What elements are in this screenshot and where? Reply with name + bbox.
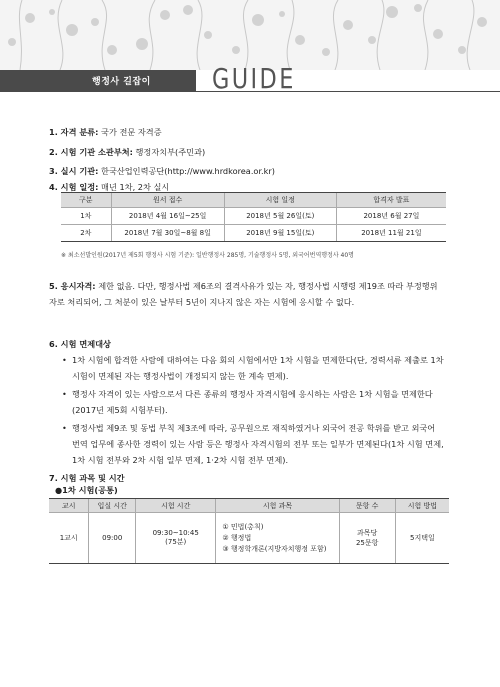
table-cell: 2018년 11월 21일: [336, 225, 446, 242]
item-label: 2. 시험 기관 소관부처:: [49, 147, 133, 157]
column-header: 교시: [49, 499, 89, 513]
column-header: 시험 과목: [216, 499, 339, 513]
section-label: 행정사 길잡이: [92, 77, 151, 87]
schedule-table: [61, 192, 446, 242]
table-cell: 1교시: [49, 513, 89, 564]
table-cell: [339, 513, 395, 564]
item-label: 4. 시험 일정:: [49, 182, 99, 192]
table-cell: 1차: [61, 208, 111, 225]
section-title: 6. 시험 면제대상: [49, 339, 111, 349]
item-ministry: [49, 146, 459, 158]
table-cell: [136, 513, 216, 564]
table-cell: 2차: [61, 225, 111, 242]
list-item: • 행정사 자격이 있는 사람으로서 다른 종류의 행정사 자격시험에 응시하는 사람은 1차 시험을 면제한다(2017년 제5회 시험부터).: [62, 386, 444, 418]
item-qualification: [49, 126, 459, 138]
table-cell: 2018년 7월 30일~8월 8일: [111, 225, 224, 242]
count-line: 25문항: [355, 539, 379, 547]
list-item: • 1차 시험에 합격한 사람에 대하여는 다음 회의 시험에서만 1차 시험을 면제한다(단, 경력서류 제출로 1차 시험이 면제된 자는 행정사법이 개정되지 않는 한 계속 면제).: [62, 352, 444, 384]
table-header-row: [61, 193, 446, 208]
table-cell: 5지택일: [395, 513, 449, 564]
subject-item: ② 행정법: [222, 533, 252, 542]
footnote: ※ 최소선발인원(2017년 제5회 행정사 시험 기준): 일반행정사 285명, 기술행정사 5명, 외국어번역행정사 40명: [61, 252, 354, 259]
subject-item: ① 민법(총칙): [222, 522, 264, 531]
table-cell: 2018년 5월 26일(토): [224, 208, 336, 225]
table-row: [49, 513, 449, 564]
table-cell: 09:00: [89, 513, 136, 564]
item-agency: [49, 165, 459, 177]
subject-item: ③ 행정학개론(지방자치행정 포함): [222, 544, 327, 553]
table-cell: [216, 513, 339, 564]
column-header: 시험 시간: [136, 499, 216, 513]
column-header: 시험 일정: [224, 193, 336, 208]
item-value: 한국산업인력공단(http://www.hrdkorea.or.kr): [101, 166, 275, 176]
table-header-row: [49, 499, 449, 513]
item-label: 3. 실시 기관:: [49, 166, 99, 176]
table-cell: 2018년 9월 15일(토): [224, 225, 336, 242]
table-row: [61, 225, 446, 242]
column-header: 합격자 발표: [336, 193, 446, 208]
section-eligibility: [49, 278, 439, 310]
table-row: [61, 208, 446, 225]
section-label: 5. 응시자격:: [49, 281, 96, 291]
subsection-title: ●1차 시험(공통): [55, 485, 118, 495]
column-header: 시험 방법: [395, 499, 449, 513]
page-title: GUIDE: [212, 62, 296, 95]
column-header: 입실 시간: [89, 499, 136, 513]
column-header: 문항 수: [339, 499, 395, 513]
table-cell: 2018년 4월 16일~25일: [111, 208, 224, 225]
item-value: 행정자치부(주민과): [135, 147, 206, 157]
decorative-floral-pattern: [0, 0, 500, 70]
section-title: 7. 시험 과목 및 시간: [49, 473, 125, 483]
list-item: • 행정사법 제9조 및 동법 부칙 제3조에 따라, 공무원으로 재직하였거나 외국어 전공 학위를 받고 외국어 번역 업무에 종사한 경력이 있는 사람 등은 행정사 자격시험의 전부 또는 일부가 면제된다(1차 시험 면제, 1차 시험 전부와 2차 시험 일부 면제, 1·2차 시험 전부 면제).: [62, 420, 444, 468]
column-header: 원서 접수: [111, 193, 224, 208]
item-label: 1. 자격 분류:: [49, 127, 99, 137]
table-cell: 2018년 6월 27일: [336, 208, 446, 225]
exemption-list: [62, 352, 444, 470]
item-value: 매년 1차, 2차 실시: [101, 182, 170, 192]
time-range: 09:30~10:45: [152, 529, 199, 537]
count-line: 과목당: [357, 529, 378, 537]
column-header: 구분: [61, 193, 111, 208]
time-duration: (75분): [165, 538, 187, 546]
subject-table: [49, 498, 449, 564]
section-text: 제한 없음. 다만, 행정사법 제6조의 결격사유가 있는 자, 행정사법 시행령 제19조 따라 부정행위자로 처리되어, 그 처분이 있은 날부터 5년이 지나지 않은 자는 시험에 응시할 수 없다.: [49, 281, 438, 307]
item-value: 국가 전문 자격증: [101, 127, 162, 137]
